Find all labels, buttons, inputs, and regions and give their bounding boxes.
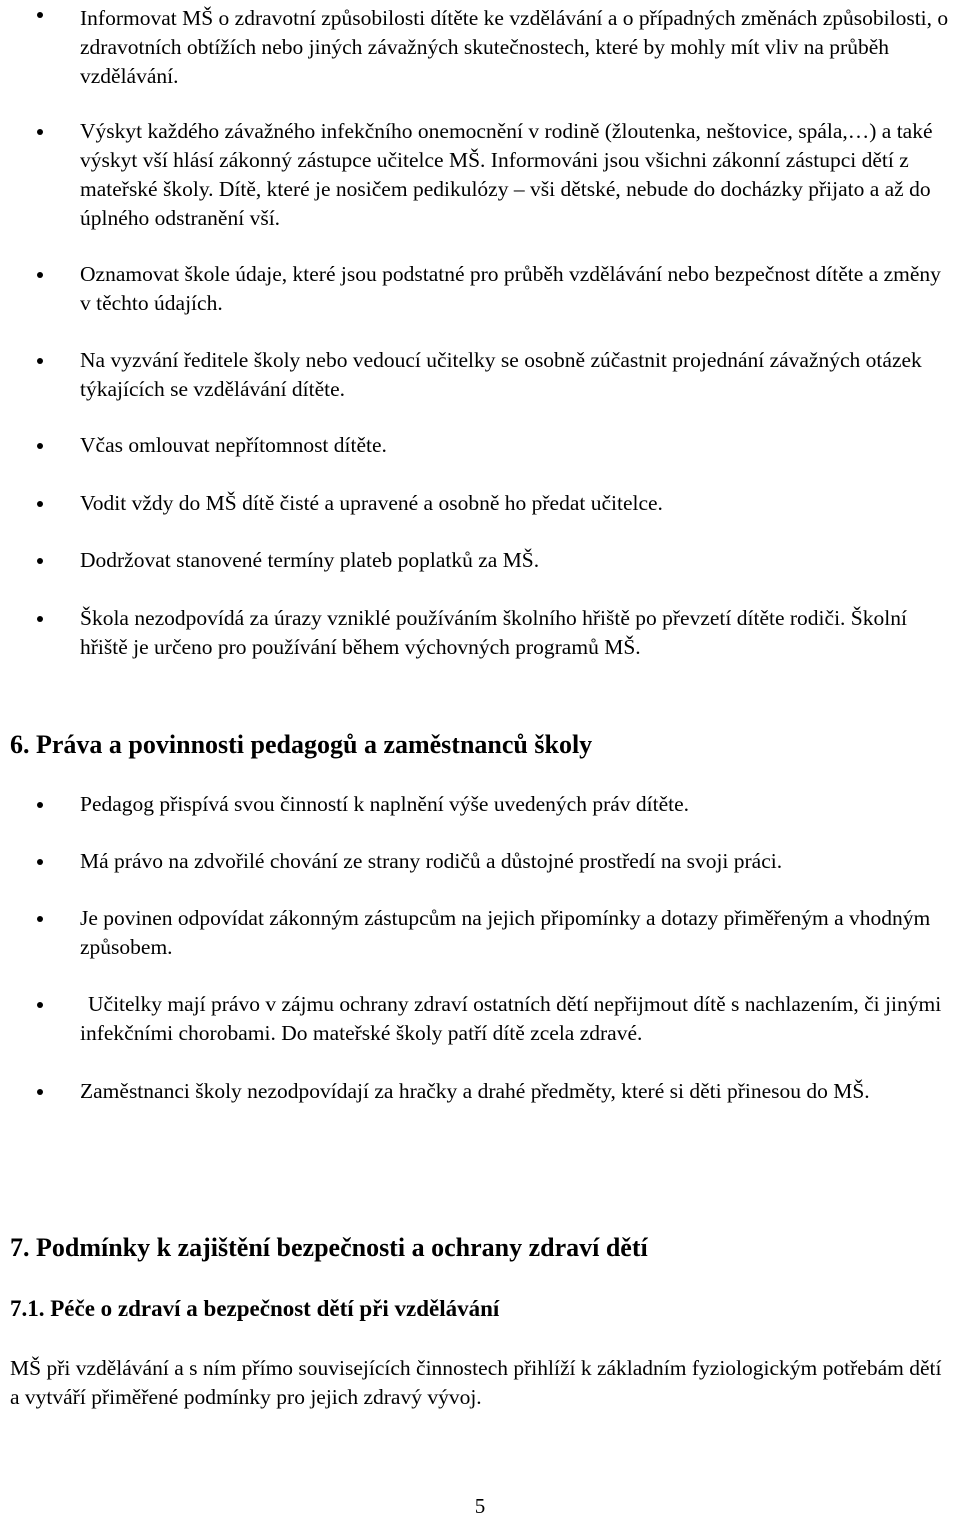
- list-item-text: Má právo na zdvořilé chování ze strany rodičů a důstojné prostředí na svoji práci.: [80, 849, 783, 873]
- list-item: [0, 904, 960, 962]
- bullet-icon: [37, 1089, 43, 1095]
- list-item: [0, 260, 960, 318]
- bullet-icon: [37, 129, 43, 135]
- list-item: [0, 604, 960, 662]
- list-item-text: Škola nezodpovídá za úrazy vzniklé používáním školního hřiště po převzetí dítěte rodiči. Školní hřiště je určeno pro používání během výchovných programů MŠ.: [80, 606, 907, 659]
- bullet-icon: [37, 859, 43, 865]
- list-item: [0, 489, 960, 518]
- section-7-1-heading: 7.1. Péče o zdraví a bezpečnost dětí při vzdělávání: [10, 1296, 500, 1321]
- list-item: [0, 346, 960, 404]
- list-item-text: Zaměstnanci školy nezodpovídají za hračky a drahé předměty, které si děti přinesou do MŠ.: [80, 1079, 870, 1103]
- bullet-icon: [37, 272, 43, 278]
- list-item: [0, 0, 960, 91]
- section-6-heading: 6. Práva a povinnosti pedagogů a zaměstnanců školy: [10, 730, 593, 759]
- list-item-text: Informovat MŠ o zdravotní způsobilosti dítěte ke vzdělávání a o případných změnách způsobilosti, o zdravotních obtížích nebo jiných závažných skutečnostech, které by mohly mít vliv na průběh vzdělávání.: [80, 6, 949, 88]
- list-item: [0, 431, 960, 460]
- list-item: [0, 790, 960, 819]
- section-7-heading: 7. Podmínky k zajištění bezpečnosti a ochrany zdraví dětí: [10, 1233, 648, 1262]
- bullet-icon: [37, 443, 43, 449]
- list-item: [0, 990, 960, 1048]
- page-number: 5: [474, 1494, 486, 1518]
- list-item-text: Je povinen odpovídat zákonným zástupcům na jejich připomínky a dotazy přiměřeným a vhodným způsobem.: [80, 906, 931, 959]
- bullet-icon: [37, 558, 43, 564]
- bullet-icon: [37, 616, 43, 622]
- staff-rights-list: [0, 790, 960, 1106]
- list-item-text: Pedagog přispívá svou činností k naplnění výše uvedených práv dítěte.: [80, 792, 690, 816]
- list-item: [0, 546, 960, 575]
- list-item: [0, 117, 960, 233]
- bullet-icon: [37, 501, 43, 507]
- list-item: [0, 847, 960, 876]
- bullet-icon: [37, 12, 43, 18]
- section-7-1-paragraph: MŠ při vzdělávání a s ním přímo souvisejících činnostech přihlíží k základním fyziologickým potřebám dětí a vytváří přiměřené podmínky pro jejich zdravý vývoj.: [10, 1356, 942, 1409]
- list-item-text: Včas omlouvat nepřítomnost dítěte.: [80, 433, 387, 457]
- bullet-icon: [37, 1002, 43, 1008]
- list-item-text: Výskyt každého závažného infekčního onemocnění v rodině (žloutenka, neštovice, spála,…) a také výskyt vší hlásí zákonný zástupce učitelce MŠ. Informováni jsou všichni zákonní zástupci dětí z mateřské školy. Dítě, které je nosičem pedikulózy – vši dětské, nebude do docházky přijato a až do úplného odstranění vší.: [80, 119, 933, 230]
- list-item-text: Dodržovat stanovené termíny plateb poplatků za MŠ.: [80, 548, 540, 572]
- bullet-icon: [37, 358, 43, 364]
- list-item-text: Vodit vždy do MŠ dítě čisté a upravené a osobně ho předat učitelce.: [80, 491, 663, 515]
- bullet-icon: [37, 802, 43, 808]
- list-item-text: Učitelky mají právo v zájmu ochrany zdraví ostatních dětí nepřijmout dítě s nachlazením, či jinými infekčními chorobami. Do mateřské školy patří dítě zcela zdravé.: [80, 992, 942, 1045]
- bullet-icon: [37, 916, 43, 922]
- list-item-text: Na vyzvání ředitele školy nebo vedoucí učitelky se osobně zúčastnit projednání závažných otázek týkajících se vzdělávání dítěte.: [80, 348, 922, 401]
- list-item-text: Oznamovat škole údaje, které jsou podstatné pro průběh vzdělávání nebo bezpečnost dítěte a změny v těchto údajích.: [80, 262, 941, 315]
- list-item: [0, 1077, 960, 1106]
- parent-duties-list: [0, 0, 960, 662]
